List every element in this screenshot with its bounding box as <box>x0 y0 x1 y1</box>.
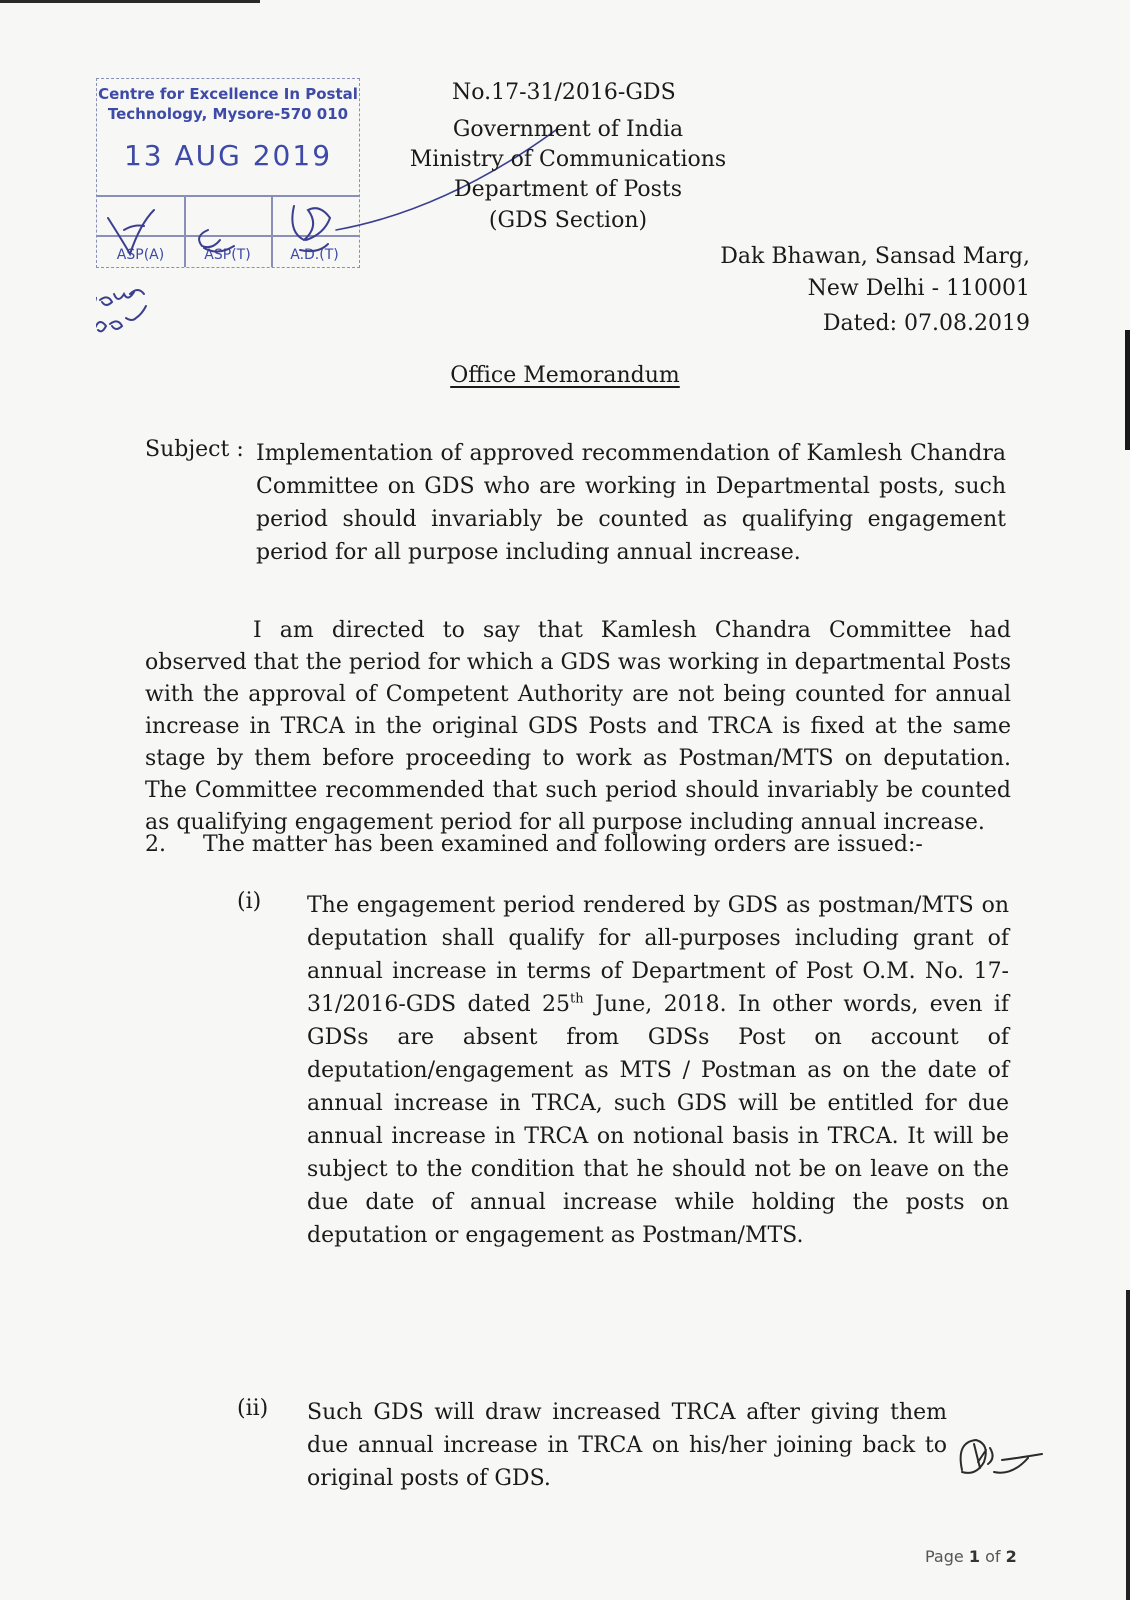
dated-line: Dated: 07.08.2019 <box>822 311 1030 336</box>
stamp-date: 13 AUG 2019 <box>123 139 333 172</box>
scan-edge-right <box>1125 330 1130 450</box>
item-i-text-a: The engagement period rendered by GDS as postman/MTS on deputation shall qualify for all-purposes including grant of annual increase in terms of Department of Post O.M. No. 17-31/2016-GDS dated 25 <box>307 893 1009 1017</box>
item-ii-text: Such GDS will draw increased TRCA after giving them due annual increase in TRCA on his/her joining back to original posts of GDS. <box>307 1400 947 1491</box>
stamp-cell-asp-a: ASP(A) <box>116 247 165 263</box>
file-number: No.17-31/2016-GDS <box>452 80 676 105</box>
item-i-number: (i) <box>237 889 262 914</box>
govt-line: Government of India <box>452 117 684 142</box>
item-i-text <box>307 889 1009 1252</box>
page-label: Page <box>925 1547 964 1566</box>
stamp-org-line1: Centre for Excellence In Postal <box>98 85 358 103</box>
scan-edge <box>0 0 260 3</box>
section-line: (GDS Section) <box>488 208 648 233</box>
subject-text: Implementation of approved recommendation of Kamlesh Chandra Committee on GDS who are working in Departmental posts, such period should invariably be counted as qualifying engagement period for all purpose including annual increase. <box>256 441 1006 565</box>
memo-title: Office Memorandum <box>450 363 680 388</box>
department-line: Department of Posts <box>453 177 683 202</box>
address-line2: New Delhi - 110001 <box>807 276 1030 301</box>
page-total: 2 <box>1005 1547 1017 1566</box>
paragraph-2-text: The matter has been examined and following orders are issued:- <box>203 832 923 857</box>
paragraph-1: I am directed to say that Kamlesh Chandra Committee had observed that the period for which a GDS was working in departmental Posts with the approval of Competent Authority are not being counted for annual increase in TRCA in the original GDS Posts and TRCA is fixed at the same stage by them before proceeding to work as Postman/MTS on deputation. The Committee recommended that such period should invariably be counted as qualifying engagement period for all purpose including annual increase. <box>145 618 1011 835</box>
subject-label: Subject : <box>145 437 244 462</box>
stamp-cell-asp-t: ASP(T) <box>204 247 251 263</box>
page-initials-icon <box>950 1430 1050 1490</box>
page-number <box>925 1547 1017 1566</box>
scan-edge-right-lower <box>1126 1290 1130 1600</box>
item-i-text-b: June, 2018. In other words, even if GDSs are absent from GDSs Post on account of deputation/engagement as MTS / Postman as on the date of annual increase in TRCA, such GDS will be entitled for due annual increase in TRCA on notional basis in TRCA. It will be subject to the condition that he should not be on leave on the due date of annual increase while holding the posts on deputation or engagement as Postman/MTS. <box>307 992 1009 1248</box>
ministry-line: Ministry of Communications <box>409 147 727 172</box>
paragraph-2-number: 2. <box>145 832 166 857</box>
item-ii-number: (ii) <box>237 1396 269 1421</box>
stamp-org-line2: Technology, Mysore-570 010 <box>107 105 349 123</box>
item-i-sup: th <box>570 991 584 1007</box>
stamp-cell-ad-t: A.D.(T) <box>290 247 339 263</box>
page-of: of <box>985 1547 1001 1566</box>
page-current: 1 <box>968 1547 980 1566</box>
address-line1: Dak Bhawan, Sansad Marg, <box>720 244 1030 269</box>
